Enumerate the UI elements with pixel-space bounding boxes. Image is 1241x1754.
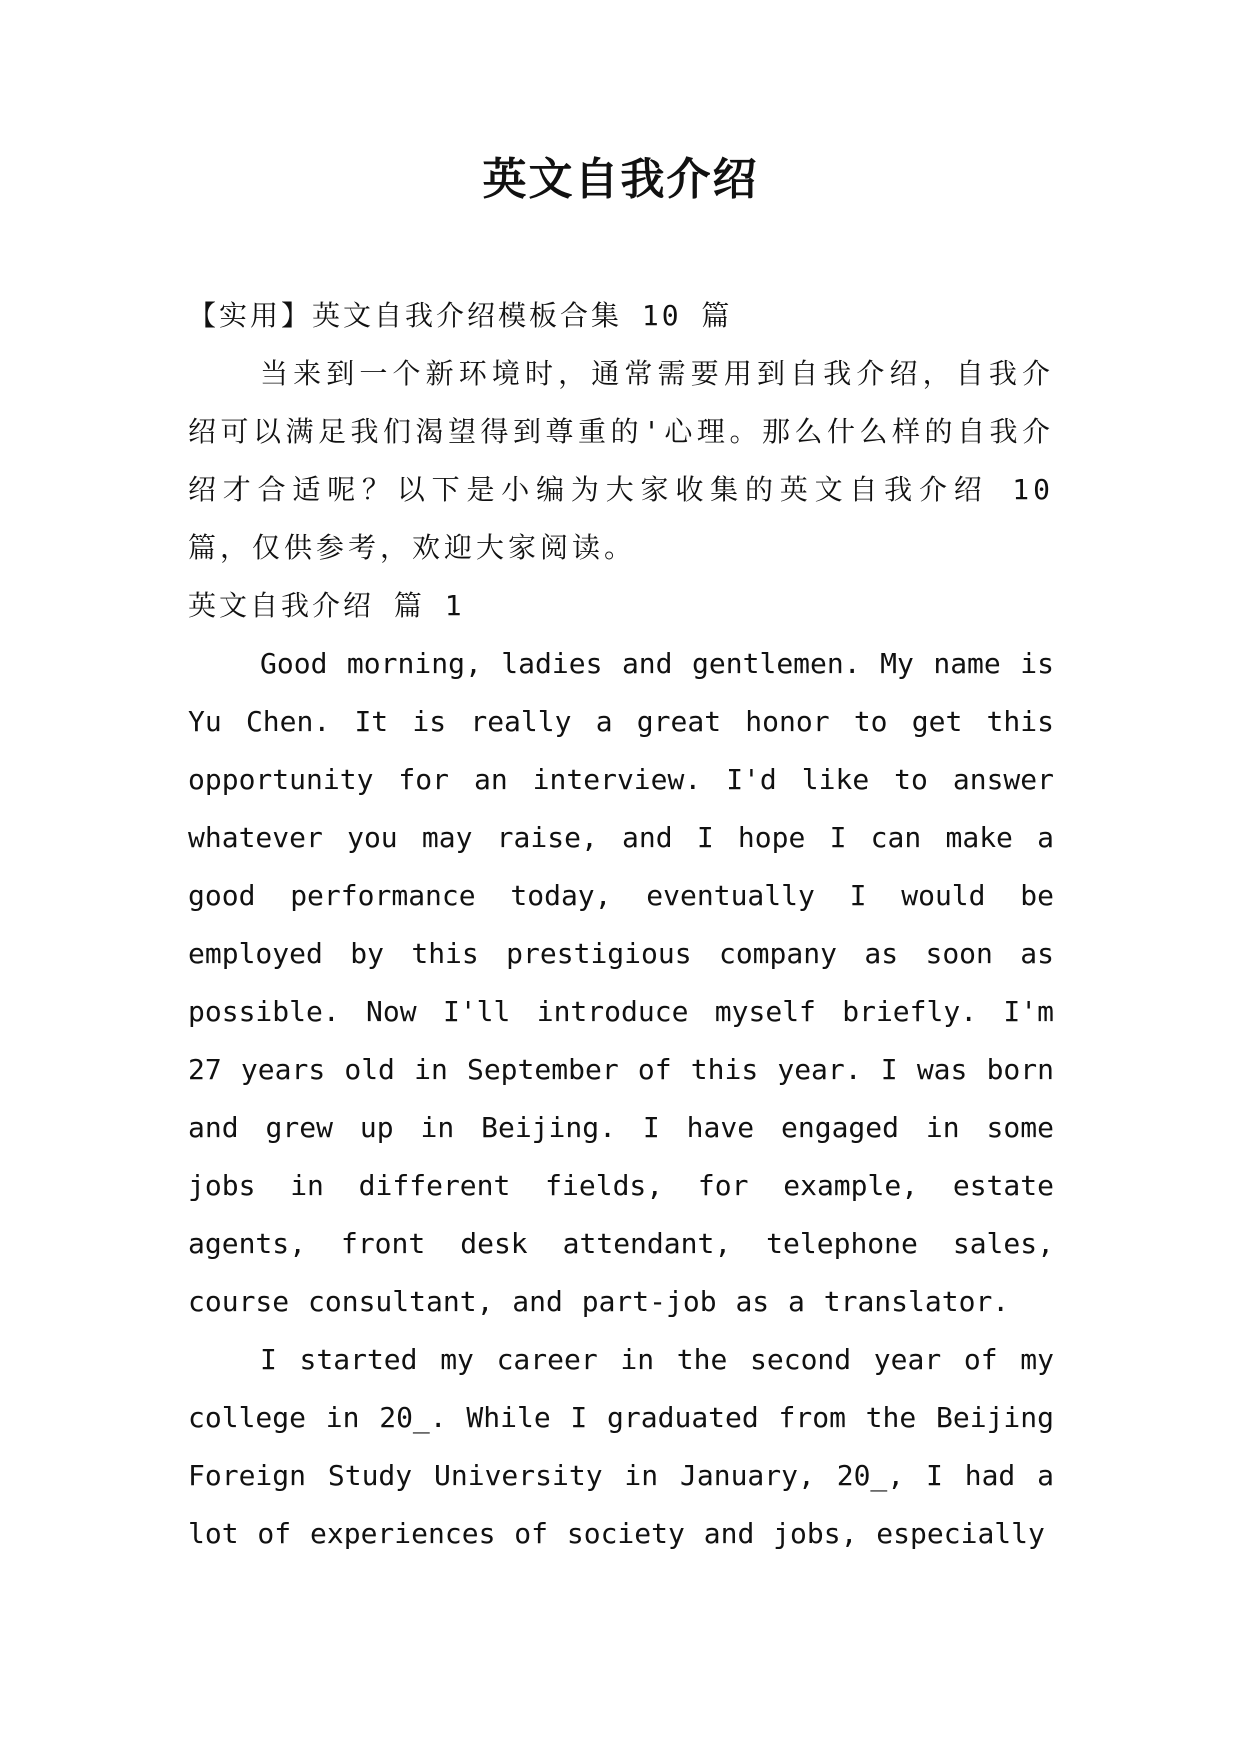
intro-paragraph: 当来到一个新环境时，通常需要用到自我介绍，自我介绍可以满足我们渴望得到尊重的'心理。那么什么样的自我介绍才合适呢？以下是小编为大家收集的英文自我介绍 10 篇，仅供参考，欢迎大家阅读。 xyxy=(188,357,1054,564)
body-paragraph-1: Good morning, ladies and gentlemen. My name is Yu Chen. It is really a great honor to get this opportunity for an interview. I'd like to answer whatever you may raise, and I hope I can make a good performance today, eventually I would be employed by this prestigious company as soon as possible. Now I'll introduce myself briefly. I'm 27 years old in September of this year. I was born and grew up in Beijing. I have engaged in some jobs in different fields, for example, estate agents, front desk attendant, telephone sales, course consultant, and part-job as a translator. xyxy=(188,647,1054,1318)
document-subtitle: 【实用】英文自我介绍模板合集 10 篇 xyxy=(188,299,733,332)
document-body xyxy=(188,287,1054,1563)
section-heading: 英文自我介绍 篇 1 xyxy=(188,589,465,622)
page-title: 英文自我介绍 xyxy=(482,154,759,205)
body-paragraph-2: I started my career in the second year of my college in 20_. While I graduated from the Beijing Foreign Study University in January, 20_, I had a lot of experiences of society and jobs, especially xyxy=(188,1343,1054,1550)
